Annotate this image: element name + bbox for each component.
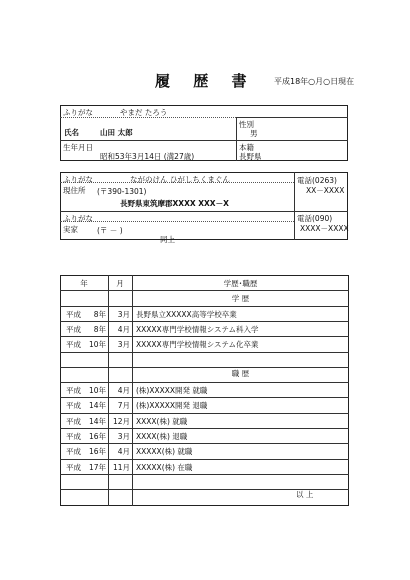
row-year: 16年 — [88, 432, 106, 441]
row-month: 4月 — [117, 386, 130, 396]
table-row-line — [60, 413, 349, 414]
gender-label: 性別 — [239, 120, 254, 129]
address-furigana-label: ふりがな — [63, 175, 93, 184]
table-row-line — [60, 459, 349, 460]
table-row-line — [60, 382, 349, 383]
phone-label: 電話(0263) — [297, 176, 337, 185]
row-detail: (株)XXXXX開発 退職 — [136, 401, 208, 411]
row-month: 3月 — [117, 432, 130, 441]
gender-value: 男 — [250, 129, 258, 138]
table-row-line — [60, 443, 349, 444]
phone2-value: XXXX－XXXX — [300, 224, 349, 233]
honseki-label: 本籍 — [239, 143, 254, 152]
table-row-line — [60, 321, 349, 322]
as-of-date: 平成18年○月○日現在 — [274, 77, 355, 86]
table-row-line — [60, 397, 349, 398]
row-month: 7月 — [117, 401, 130, 411]
table-row-line — [60, 367, 349, 368]
home-value: 同上 — [160, 235, 175, 244]
table-row-line — [60, 336, 349, 337]
col-detail: 学歴･職歴 — [223, 279, 258, 288]
end-mark: 以 上 — [296, 490, 314, 499]
phone2-label: 電話(090) — [297, 214, 333, 223]
row-detail: XXXX(株) 退職 — [136, 432, 188, 441]
name-label: 氏名 — [64, 128, 79, 137]
home-label: 実家 — [63, 225, 78, 234]
honseki-value: 長野県 — [239, 152, 262, 161]
row-month: 12月 — [112, 416, 130, 426]
table-row-line — [60, 428, 349, 429]
row-year: 10年 — [88, 386, 106, 396]
col-year: 年 — [80, 279, 88, 288]
row-detail: 長野県立XXXXX高等学校卒業 — [136, 309, 237, 319]
row-year: 17年 — [88, 462, 106, 472]
col-month: 月 — [116, 279, 124, 288]
row-era: 平成 — [66, 386, 81, 396]
row-month: 3月 — [117, 340, 130, 350]
table-row-line — [60, 489, 349, 490]
birth-label: 生年月日 — [63, 143, 93, 152]
row-month: 3月 — [117, 309, 130, 319]
row-detail: XXXXX専門学校情報システム化卒業 — [136, 340, 259, 350]
row-month: 4月 — [117, 447, 130, 457]
row-year: 10年 — [88, 340, 106, 350]
table-row-line — [60, 306, 349, 307]
row-detail: XXXXX(株) 就職 — [136, 447, 193, 457]
table-row-line — [60, 474, 349, 475]
home-furigana-label: ふりがな — [63, 214, 93, 223]
row-detail: XXXXX専門学校情報システム科入学 — [136, 324, 259, 334]
furigana-value: やまだ たろう — [120, 108, 168, 117]
current-address-value: 長野県東筑摩郡XXXX XXX－X — [120, 199, 229, 208]
home-postal: (〒 － ) — [97, 226, 123, 235]
current-address-label: 現住所 — [63, 186, 86, 195]
row-year: 16年 — [88, 447, 106, 457]
work-heading: 職 歴 — [231, 369, 250, 378]
row-era: 平成 — [66, 416, 81, 426]
row-month: 4月 — [117, 324, 130, 334]
education-heading: 学 歴 — [231, 294, 250, 303]
row-era: 平成 — [66, 401, 81, 411]
address-furigana-value: ながのけん ひがしちくまぐん — [130, 175, 230, 184]
row-era: 平成 — [66, 324, 81, 334]
row-era: 平成 — [66, 432, 81, 441]
row-era: 平成 — [66, 447, 81, 457]
current-postal: (〒390-1301) — [97, 187, 147, 196]
row-detail: (株)XXXXX開発 就職 — [136, 386, 208, 396]
row-era: 平成 — [66, 462, 81, 472]
row-era: 平成 — [66, 340, 81, 350]
row-year: 14年 — [88, 416, 106, 426]
row-era: 平成 — [66, 309, 81, 319]
birth-value: 昭和53年3月14日 (満27歳) — [100, 152, 195, 161]
table-row-line — [60, 290, 349, 291]
document-title: 履 歴 書 — [155, 72, 256, 90]
table-row-line — [60, 352, 349, 353]
row-year: 14年 — [88, 401, 106, 411]
row-detail: XXXX(株) 就職 — [136, 416, 188, 426]
phone-value: XX－XXXX — [306, 186, 345, 195]
furigana-label: ふりがな — [63, 108, 93, 117]
name-value: 山田 太郎 — [100, 128, 133, 137]
row-year: 8年 — [93, 324, 106, 334]
row-year: 8年 — [93, 309, 106, 319]
row-detail: XXXXX(株) 在職 — [136, 462, 193, 472]
row-month: 11月 — [112, 462, 130, 472]
